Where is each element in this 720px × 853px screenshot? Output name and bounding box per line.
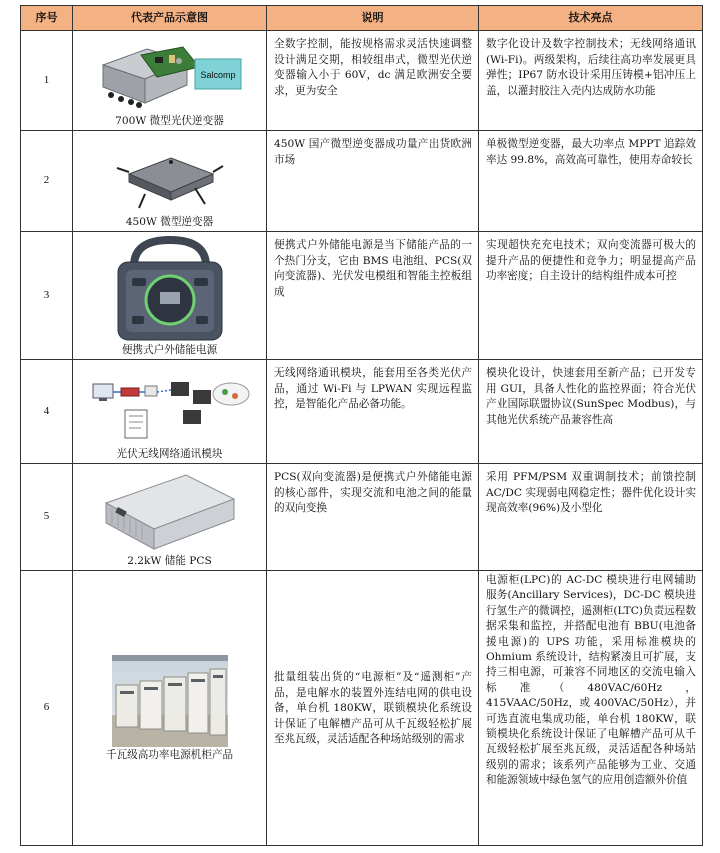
product-features: 实现超快充充电技术；双向变流器可极大的提升产品的便捷性和竞争力；明显提高产品功率密度；自主设计的结构组件成本可控 bbox=[479, 232, 703, 360]
product-caption: 2.2kW 储能 PCS bbox=[127, 555, 212, 567]
salcomp-logo bbox=[195, 59, 241, 89]
row-index: 2 bbox=[21, 131, 73, 232]
header-index: 序号 bbox=[21, 6, 73, 31]
row-index: 1 bbox=[21, 31, 73, 131]
microinverter-450w-image bbox=[115, 148, 225, 214]
product-description: 批量组装出货的“电源柜”及“遥测柜”产品，是电解水的装置外连结电网的供电设备，单台机 180KW，联锁模块化系统设计保证了电解槽产品可从千瓦级轻松扩展至兆瓦级，灵活适配各种场站级别的需求 bbox=[267, 571, 479, 846]
product-features: 模块化设计，快速套用至新产品；已开发专用 GUI，具备人性化的监控界面；符合光伏产业国际联盟协议(SunSpec Modbus)，与其他光伏系统产品兼容性高 bbox=[479, 360, 703, 464]
product-caption: 千瓦级高功率电源机柜产品 bbox=[105, 748, 234, 761]
product-image-cell bbox=[73, 571, 267, 846]
inverter-icons bbox=[171, 382, 211, 424]
table-row bbox=[21, 571, 703, 846]
row-index: 4 bbox=[21, 360, 73, 464]
product-features: 电源柜(LPC)的 AC-DC 模块进行电网辅助服务(Ancillary Services)，DC-DC 模块进行氢生产的微调控，遥测柜(LTC)负责远程数据采集和监控，并搭配电池有 BBU(电池备援电源)的 UPS 功能，采用标准模块的 Ohmium 系统设计，结构紧凑且可扩展，支持三相电源，可兼容不同地区的交流电输入标准（480VAC/60Hz，415VAAC/50Hz，或 400VAC/50Hz），并可选直流电集成功能，单台机 180KW，联锁模块化系统设计保证了电解槽产品可从千瓦级轻松扩展至兆瓦级，灵活适配各种场站级别的需求；该系列产品能够为工业、交通和能源领域中绿色氢气的应用创造额外价值 bbox=[479, 571, 703, 846]
router-icon bbox=[121, 388, 139, 396]
table-row bbox=[21, 131, 703, 232]
product-image-cell bbox=[73, 232, 267, 360]
cloud-icon bbox=[213, 383, 249, 405]
pc-monitor-icon bbox=[93, 384, 113, 401]
product-features: 单极微型逆变器，最大功率点 MPPT 追踪效率达 99.8%，高效高可靠性，使用寿命较长 bbox=[479, 131, 703, 232]
portable-power-station-image bbox=[108, 236, 232, 342]
svg-text:Salcomp: Salcomp bbox=[199, 70, 236, 80]
product-caption: 700W 微型光伏逆变器 bbox=[115, 115, 224, 127]
storage-pcs-image bbox=[100, 469, 240, 553]
table-header-row bbox=[21, 6, 703, 31]
header-features: 技术亮点 bbox=[479, 6, 703, 31]
header-description: 说明 bbox=[267, 6, 479, 31]
product-table bbox=[20, 5, 703, 846]
product-description: 便携式户外储能电源是当下储能产品的一个热门分支，它由 BMS 电池组、PCS(双向变流器)、光伏发电模组和智能主控板组成 bbox=[267, 232, 479, 360]
row-index: 3 bbox=[21, 232, 73, 360]
wireless-module-diagram bbox=[85, 374, 255, 446]
table-row bbox=[21, 31, 703, 131]
document-icon bbox=[125, 410, 147, 438]
table-row bbox=[21, 360, 703, 464]
table-row bbox=[21, 232, 703, 360]
table-row bbox=[21, 464, 703, 571]
product-caption: 光伏无线网络通讯模块 bbox=[116, 448, 223, 460]
row-index: 6 bbox=[21, 571, 73, 846]
header-image: 代表产品示意图 bbox=[73, 6, 267, 31]
power-cabinet-image bbox=[112, 655, 228, 747]
product-image-cell bbox=[73, 464, 267, 571]
product-image-cell bbox=[73, 360, 267, 464]
product-features: 采用 PFM/PSM 双重调制技术；前馈控制 AC/DC 实现弱电网稳定性；器件优化设计实现高效率(96%)及小型化 bbox=[479, 464, 703, 571]
product-description: 全数字控制，能按规格需求灵活快速调整设计满足交期，相较组串式，微型光伏逆变器输入小于 60V，dc 满足欧洲安全要求，更为安全 bbox=[267, 31, 479, 131]
row-index: 5 bbox=[21, 464, 73, 571]
product-description: 450W 国产微型逆变器成功量产出货欧洲市场 bbox=[267, 131, 479, 232]
product-features: 数字化设计及数字控制技术；无线网络通讯(Wi-Fi)。两级架构，后续往高功率发展更具弹性；IP67 防水设计采用压铸模+铝冲压上盖，以灌封胶注入壳内达成防水功能 bbox=[479, 31, 703, 131]
product-caption: 便携式户外储能电源 bbox=[121, 344, 218, 356]
microinverter-700w-image bbox=[95, 45, 245, 113]
product-description: PCS(双向变流器)是便携式户外储能电源的核心部件，实现交流和电池之间的能量的双向变换 bbox=[267, 464, 479, 571]
product-caption: 450W 微型逆变器 bbox=[125, 216, 214, 228]
product-description: 无线网络通讯模块，能套用至各类光伏产品，通过 Wi-Fi 与 LPWAN 实现远程监控，是智能化产品必备功能。 bbox=[267, 360, 479, 464]
product-image-cell bbox=[73, 31, 267, 131]
product-image-cell bbox=[73, 131, 267, 232]
